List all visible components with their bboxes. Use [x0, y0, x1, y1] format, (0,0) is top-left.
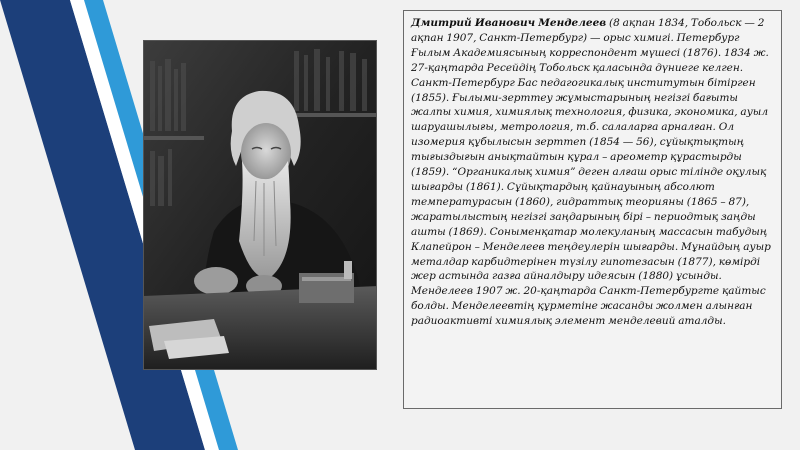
- bio-intro: (8 ақпан 1834, Тобольск — 2 ақпан 1907, Санкт-Петербург) — орыс химигі. Петербург Ғылым Академиясының корреспондент мүшесі (1876). 1834 ж. 27-қаңтарда Ресейдің Тобольск қаласында дүниеге келген.: [411, 17, 769, 74]
- person-name: Дмитрий Иванович Менделеев: [411, 17, 607, 29]
- biography-text: [411, 16, 775, 329]
- bio-paragraph-2: Санкт-Петербург Бас педагогикалық институтын бітірген (1855). Ғылыми-зерттеу жұмыстарының негізгі бағыты жалпы химия, химиялық технология, физика, экономика, ауыл шаруашылығы, метрология, т.б. салаларға арналған. Ол изомерия құбылысын зерттеп (1854 — 56), сұйықтықтың тығыздығын анықтайтын құрал – ареометр құрастырды (1859). “Органикалық химия” деген алғаш орыс тілінде оқулық шығарды (1861). Сұйықтардың қайнауының абсолют температурасын (1860), гидраттық теорияны (1865 – 87), жаратылыстың негізгі заңдарының бірі – периодтық заңды ашты (1869). Соныменқатар молекуланың массасын табудың Клапейрон – Менделеев теңдеулерін шығарды. Мұнайдың ауыр металдар карбидтерінен түзілу гипотезасын (1877), көмірді жер астында газға айналдыру идеясын (1880) ұсынды. Менделеев 1907 ж. 20-қаңтарда Санкт-Петербургте қайтыс болды. Менделеевтің құрметіне жасанды жолмен алынған радиоактивті химиялық элемент менделевий аталды.: [411, 76, 771, 328]
- biography-text-box: [403, 10, 782, 409]
- mendeleev-portrait-photo-icon: [144, 41, 377, 370]
- portrait-photo: [143, 40, 377, 370]
- bio-paragraph-1: [411, 16, 775, 76]
